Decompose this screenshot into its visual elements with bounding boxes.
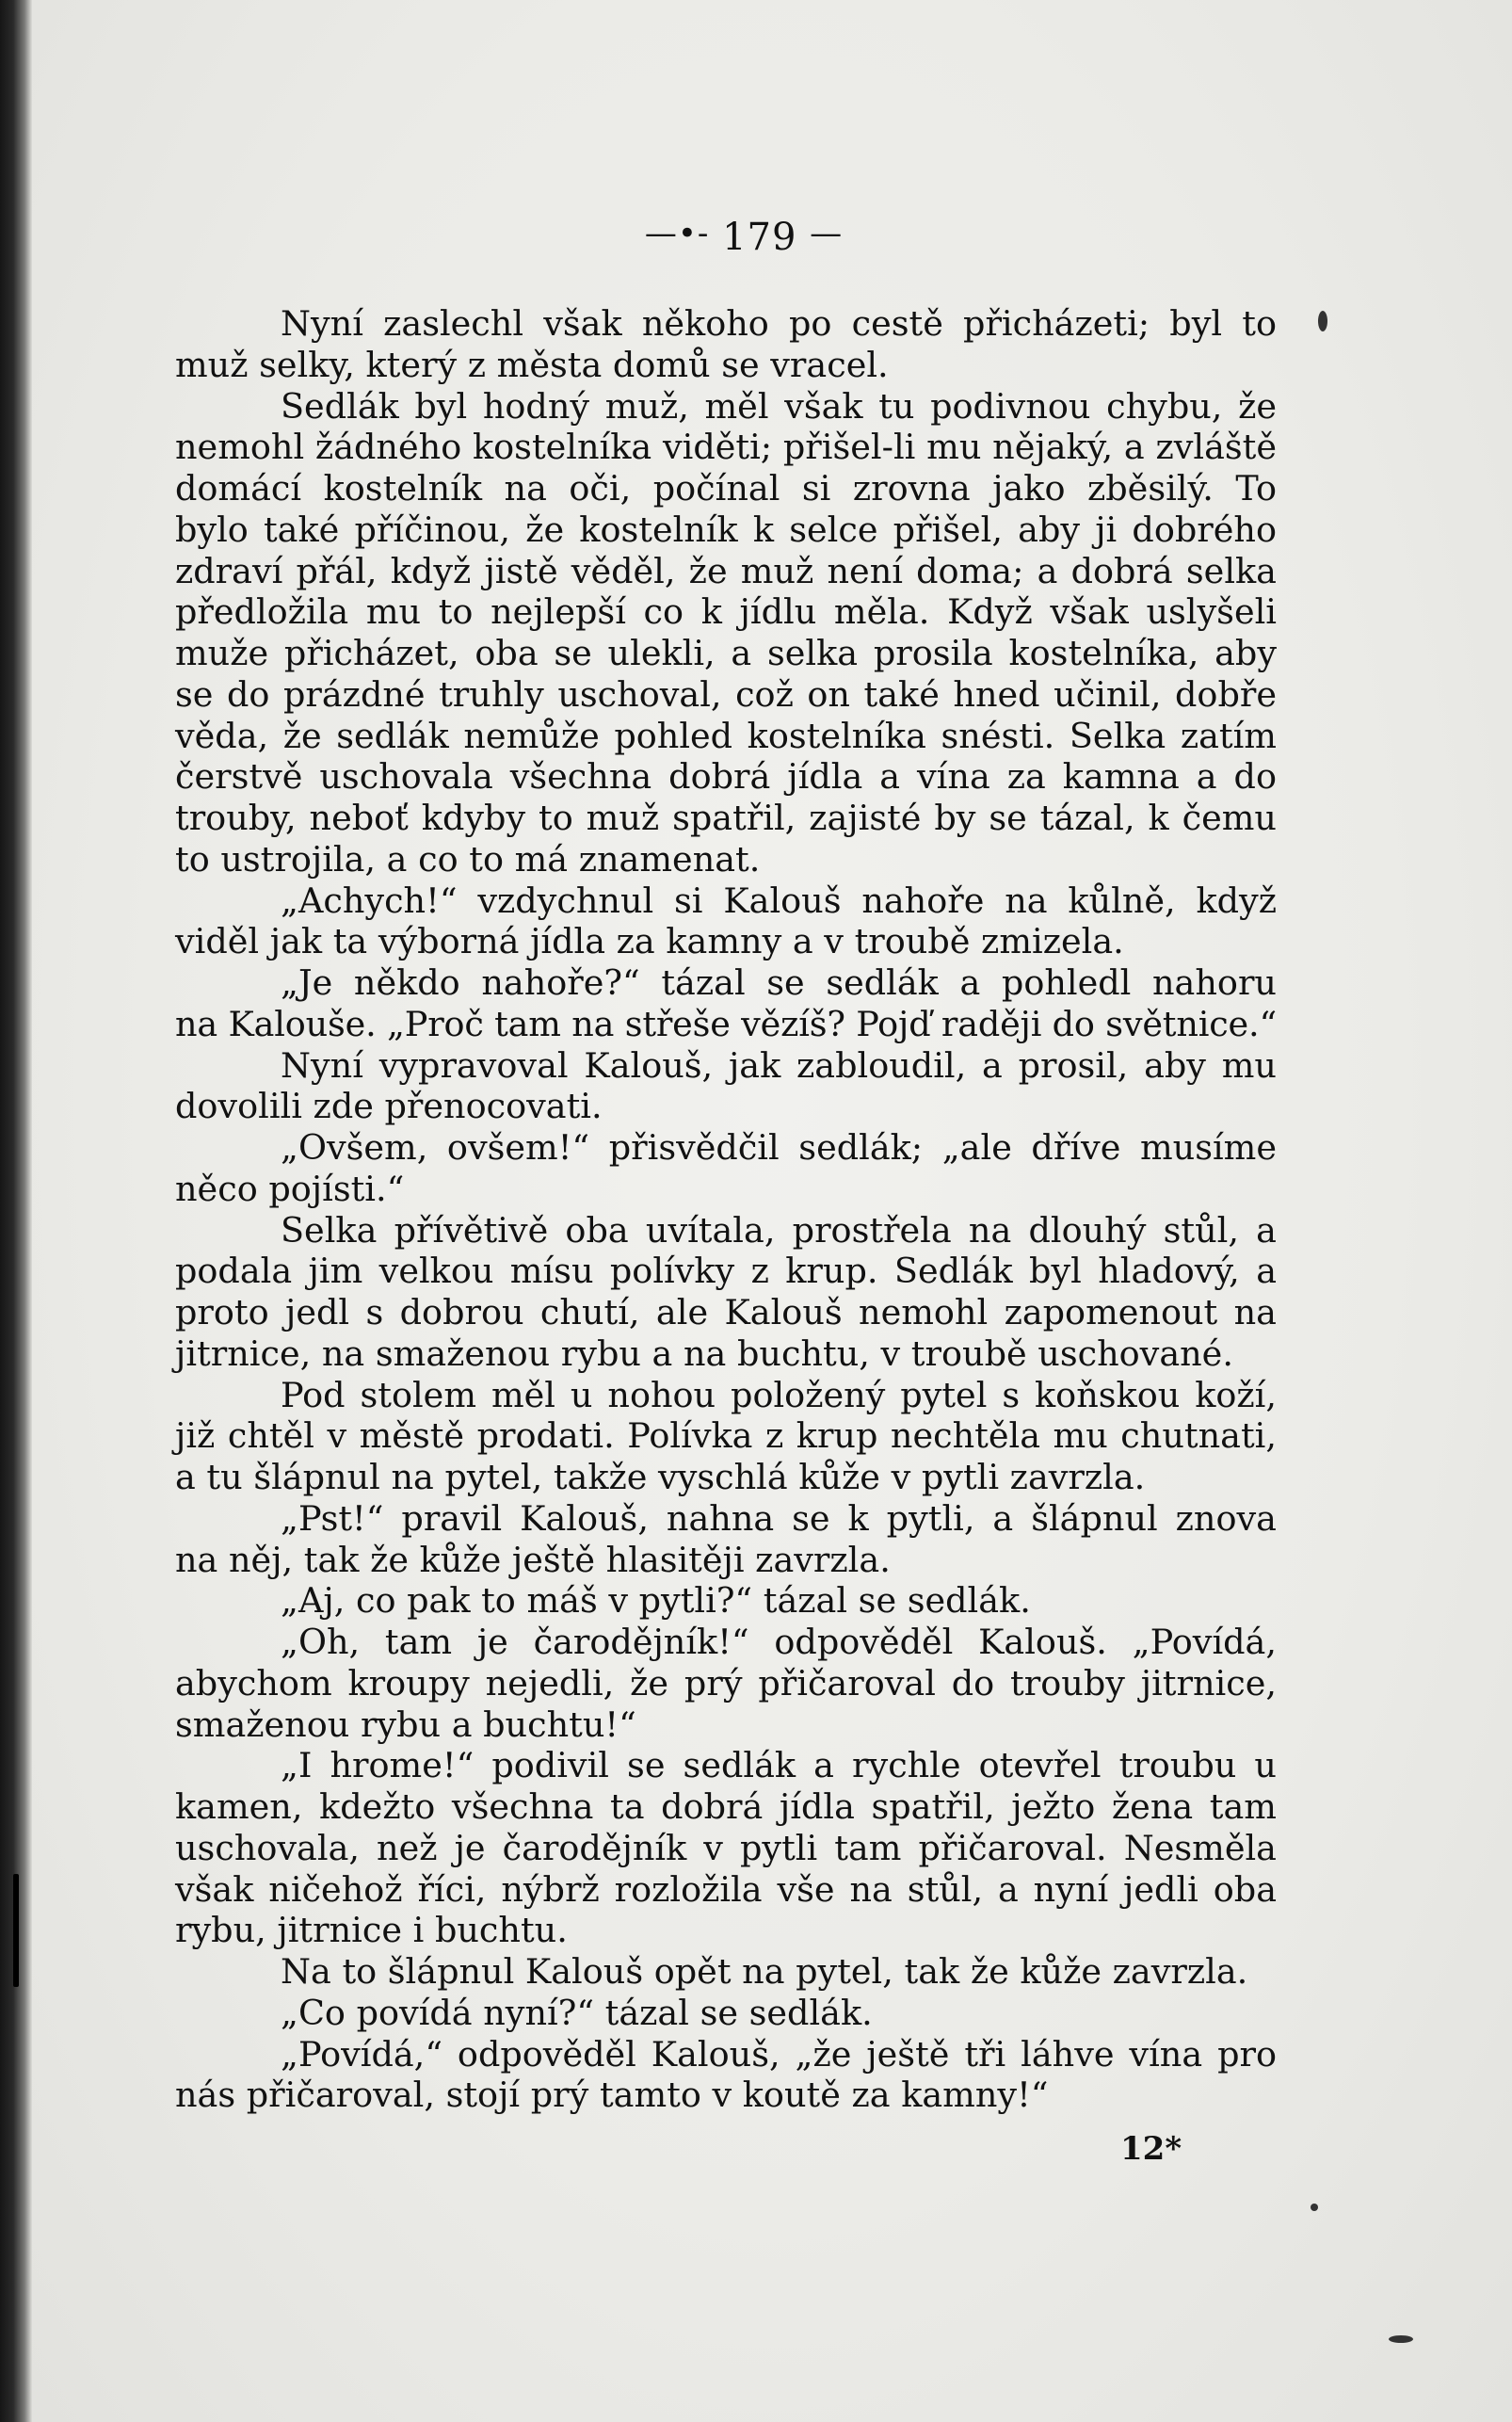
text-line: to ustrojila, a co to má znamenat.: [175, 838, 761, 880]
text-line: dovolili zde přenocovati.: [175, 1086, 603, 1127]
scan-border: [0, 0, 32, 2422]
text-line: „Co povídá nyní?“ tázal se sedlák.: [281, 1992, 873, 2033]
text-line: Selka přívětivě oba uvítala, prostřela na dlouhý stůl, a: [281, 1209, 1277, 1251]
text-line: smaženou rybu a buchtu!“: [175, 1703, 636, 1745]
text-line: bylo také příčinou, že kostelník k selce přišel, aby ji dobrého: [175, 509, 1277, 550]
text-line: předložila mu to nejlepší co k jídlu měla. Když však uslyšeli: [175, 591, 1277, 633]
text-line: nemohl žádného kostelníka viděti; přišel-li mu nějaký, a zvláště: [175, 427, 1277, 468]
text-line: muž selky, který z města domů se vracel.: [175, 344, 889, 385]
page-number: 179: [722, 216, 797, 259]
text-line: nás přičaroval, stojí prý tamto v koutě za kamny!“: [175, 2075, 1049, 2116]
text-line: Pod stolem měl u nohou položený pytel s koňskou koží,: [281, 1374, 1277, 1415]
text-line: uschovala, než je čarodějník v pytli tam přičaroval. Nesměla: [175, 1827, 1277, 1868]
text-line: „Pst!“ pravil Kalouš, nahna se k pytli, a šlápnul znova: [281, 1497, 1277, 1539]
text-line: na něj, tak že kůže ještě hlasitěji zavrzla.: [175, 1539, 891, 1580]
text-line: jitrnice, na smaženou rybu a na buchtu, v troubě uschované.: [175, 1332, 1233, 1374]
text-line: Nyní zaslechl však někoho po cestě přicházeti; byl to: [281, 303, 1277, 344]
text-line: abychom kroupy nejedli, že prý přičaroval do trouby jitrnice,: [175, 1662, 1277, 1703]
text-line: „Achych!“ vzdychnul si Kalouš nahoře na kůlně, když: [281, 880, 1277, 921]
scan-speck: [13, 1874, 19, 1987]
text-line: podala jim velkou mísu polívky z krup. Sedlák byl hladový, a: [175, 1251, 1277, 1292]
text-line: viděl jak ta výborná jídla za kamny a v troubě zmizela.: [175, 921, 1124, 962]
text-line: „Je někdo nahoře?“ tázal se sedlák a pohledl nahoru: [281, 962, 1277, 1003]
scan-speck: [1389, 2335, 1413, 2343]
signature-mark: 12*: [1120, 2130, 1182, 2168]
text-line: „Oh, tam je čarodějník!“ odpověděl Kalouš. „Povídá,: [281, 1622, 1277, 1662]
text-line: trouby, neboť kdyby to muž spatřil, zajisté by se tázal, k čemu: [175, 798, 1277, 838]
header-dash-left: —•-: [644, 215, 710, 252]
text-line: Na to šlápnul Kalouš opět na pytel, tak že kůže zavrzla.: [281, 1951, 1248, 1992]
text-line: věda, že sedlák nemůže pohled kostelníka snésti. Selka zatím: [175, 715, 1277, 756]
text-line: rybu, jitrnice i buchtu.: [175, 1910, 568, 1951]
text-line: kamen, kdežto všechna ta dobrá jídla spatřil, ježto žena tam: [175, 1786, 1277, 1827]
text-line: již chtěl v městě prodati. Polívka z krup nechtěla mu chutnati,: [175, 1415, 1277, 1457]
text-line: čerstvě uschovala všechna dobrá jídla a vína za kamna a do: [175, 756, 1277, 798]
text-line: něco pojísti.“: [175, 1168, 405, 1209]
scan-speck: [1311, 2204, 1318, 2211]
text-line: „Ovšem, ovšem!“ přisvědčil sedlák; „ale dříve musíme: [281, 1127, 1277, 1168]
text-line: však ničehož říci, nýbrž rozložila vše na stůl, a nyní jedli oba: [175, 1868, 1277, 1910]
text-line: Sedlák byl hodný muž, měl však tu podivnou chybu, že: [281, 385, 1277, 427]
text-line: se do prázdné truhly uschoval, což on také hned učinil, dobře: [175, 673, 1277, 715]
text-line: proto jedl s dobrou chutí, ale Kalouš nemohl zapomenout na: [175, 1292, 1277, 1332]
text-line: „Aj, co pak to máš v pytli?“ tázal se sedlák.: [281, 1580, 1031, 1622]
text-line: „Povídá,“ odpověděl Kalouš, „že ještě tři láhve vína pro: [281, 2033, 1277, 2075]
header-dash-right: —: [810, 215, 844, 252]
text-line: na Kalouše. „Proč tam na střeše vězíš? Pojď raději do světnice.“: [175, 1003, 1277, 1044]
text-line: a tu šlápnul na pytel, takže vyschlá kůže v pytli zavrzla.: [175, 1457, 1146, 1497]
scan-speck: [1318, 311, 1327, 331]
text-line: „I hrome!“ podivil se sedlák a rychle otevřel troubu u: [281, 1745, 1277, 1786]
text-line: domácí kostelník na oči, počínal si zrovna jako zběsilý. To: [175, 468, 1277, 509]
body-text: [175, 303, 1277, 2116]
page-number-header: [612, 215, 876, 259]
text-line: muže přicházet, oba se ulekli, a selka prosila kostelníka, aby: [175, 633, 1277, 673]
text-line: Nyní vypravoval Kalouš, jak zabloudil, a prosil, aby mu: [281, 1044, 1277, 1086]
text-line: zdraví přál, když jistě věděl, že muž není doma; a dobrá selka: [175, 550, 1277, 591]
